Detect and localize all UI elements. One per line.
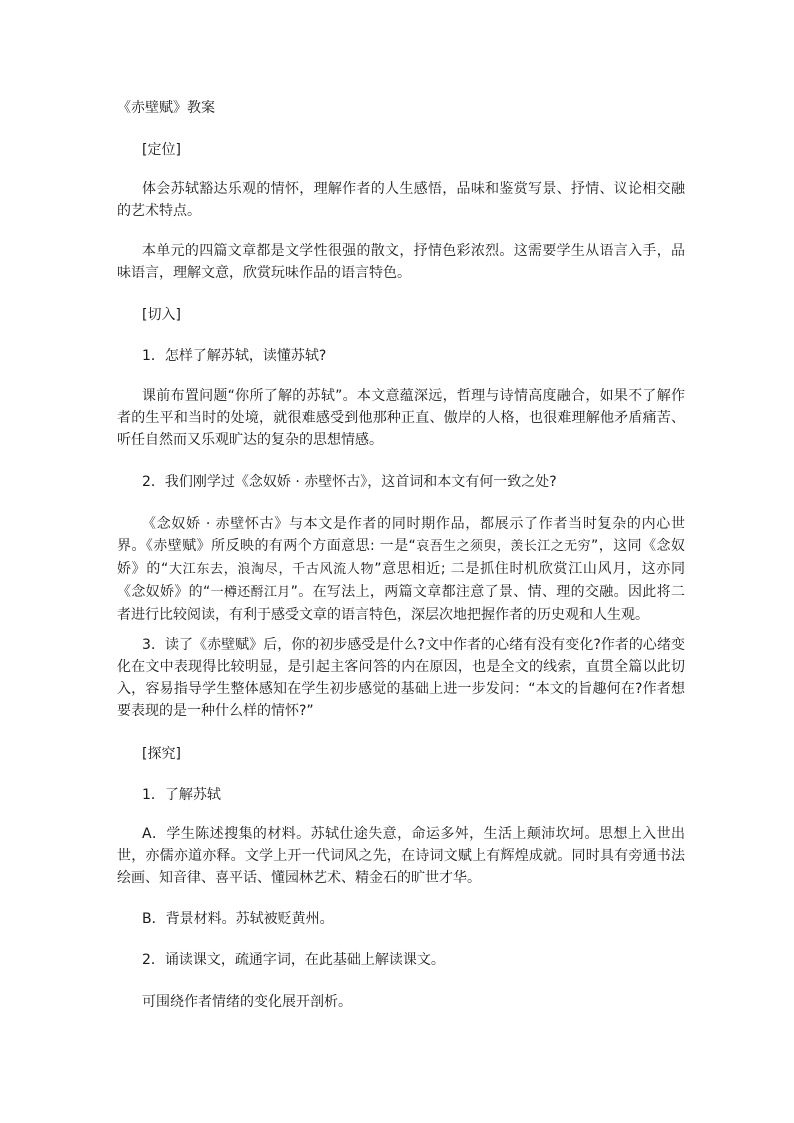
p4-part-c: ”，这同《念奴娇》的“ xyxy=(117,538,685,577)
paragraph-question-1-answer: 课前布置问题“你所了解的苏轼”。本文意蕴深远，哲理与诗情高度融合，如果不了解作者的生平和当时的处境，就很难感受到他那种正直、傲岸的人格，也很难理解他矛盾痛苦、听任自然而又乐观旷达的复杂的思想情感。 xyxy=(117,388,685,448)
explore-item-2: 2．诵读课文，疏通字词，在此基础上解读课文。 xyxy=(142,952,445,968)
p4-part-a: 《念奴娇 · 赤壁怀古》与本文是作者的同时期作品，都展示了作者当时复杂的内心世界。《赤壁赋》所反映的有两个方面意思: 一是“ xyxy=(117,516,685,554)
paragraph-analysis-approach: 可围绕作者情绪的变化展开剖析。 xyxy=(142,994,352,1010)
question-3: 3．读了《赤壁赋》后，你的初步感受是什么?文中作者的心绪有没有变化?作者的心绪变化在文中表现得比较明显，是引起主客问答的内在原因，也是全文的线索，直贯全篇以此切入，容易指导学生整体感知在学生初步感觉的基础上进一步发问：“本文的旨趣何在?作者想要表现的是一种什么样的情怀?” xyxy=(117,637,685,719)
paragraph-background: B．背景材料。苏轼被贬黄州。 xyxy=(142,911,334,927)
section-explore-label: [探究] xyxy=(142,746,181,762)
quote-great-river: 大江东去，浪淘尽，千古风流人物 xyxy=(168,562,375,577)
section-positioning-label: [定位] xyxy=(142,142,181,158)
quote-river-moon: 一樽还酹江月 xyxy=(210,585,291,600)
question-2: 2．我们刚学过《念奴娇 · 赤壁怀古》，这首词和本文有何一致之处? xyxy=(142,474,557,490)
section-entry-label: [切入] xyxy=(142,307,181,323)
quote-fleeting-life: 哀吾生之须臾，羡长江之无穷 xyxy=(415,539,592,554)
paragraph-su-shi-materials: A．学生陈述搜集的材料。苏轼仕途失意，命运多舛，生活上颠沛坎坷。思想上入世出世，亦儒亦道亦释。文学上开一代词风之先，在诗词文赋上有辉煌成就。同时具有旁通书法绘画、知音律、喜平话、懂园林艺术、精金石的旷世才华。 xyxy=(117,826,685,886)
p4-part-e: ”意思相近; 二是抓住时机欣赏江山风月，这亦同《念奴娇》的“ xyxy=(117,561,685,600)
paragraph-unit-intro: 本单元的四篇文章都是文学性很强的散文，抒情色彩浓烈。这需要学生从语言入手，品味语言，理解文意，欣赏玩味作品的语言特色。 xyxy=(117,243,685,281)
p4-part-g: ”。在写法上，两篇文章都注意了景、情、理的交融。因此将二者进行比较阅读，有利于感受文章的语言特色，深层次地把握作者的历史观和人生观。 xyxy=(117,584,685,623)
paragraph-question-2-answer xyxy=(117,513,685,626)
explore-item-1: 1．了解苏轼 xyxy=(142,787,221,803)
document-title: 《赤壁赋》教案 xyxy=(117,100,215,116)
question-1: 1．怎样了解苏轼，读懂苏轼? xyxy=(142,348,327,364)
paragraph-objectives: 体会苏轼豁达乐观的情怀，理解作者的人生感悟，品味和鉴赏写景、抒情、议论相交融的艺术特点。 xyxy=(117,181,685,219)
